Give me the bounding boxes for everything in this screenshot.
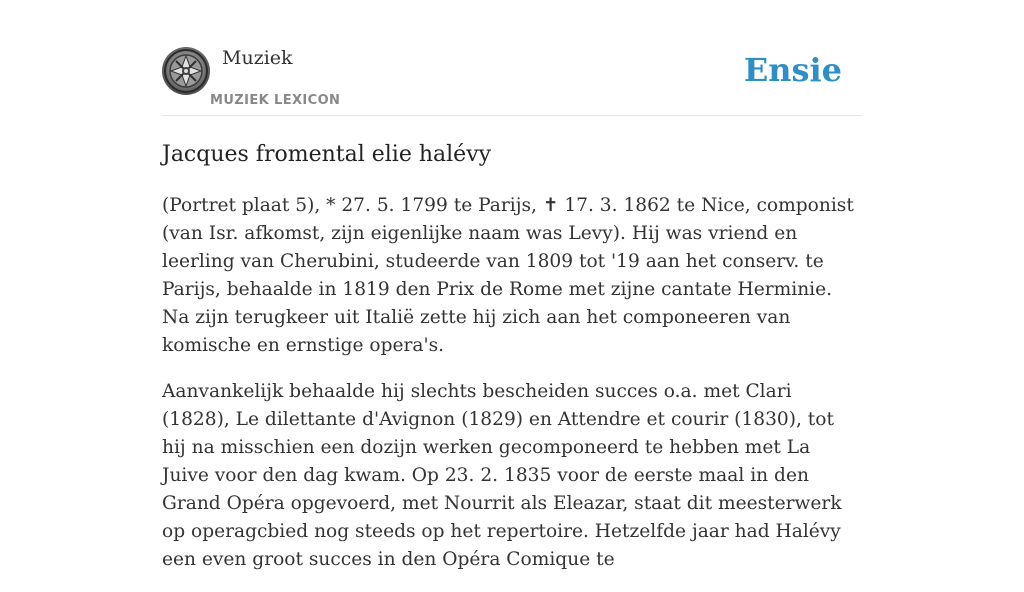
category-link[interactable]: Muziek (222, 47, 293, 69)
header (162, 40, 862, 116)
article-paragraph: (Portret plaat 5), * 27. 5. 1799 te Parijs, ✝ 17. 3. 1862 te Nice, componist (van Isr. afkomst, zijn eigenlijke naam was Levy). Hij was vriend en leerling van Cherubini, studeerde van 1809 tot '19 aan het conserv. te Parijs, behaalde in 1819 den Prix de Rome met zijne cantate Herminie. Na zijn terugkeer uit Italië zette hij zich aan het componeeren van komische en ernstige opera's. (162, 195, 854, 356)
emblem-icon (162, 47, 210, 95)
avatar[interactable] (162, 47, 210, 95)
page-title: Jacques fromental elie halévy (162, 142, 492, 167)
article-paragraph: Aanvankelijk behaalde hij slechts bescheiden succes o.a. met Clari (1828), Le dilettante d'Avignon (1829) en Attendre et courir (1830), tot hij na misschien een dozijn werken gecomponeerd te hebben met La Juive voor den dag kwam. Op 23. 2. 1835 voor de eerste maal in den Grand Opéra opgevoerd, met Nourrit als Eleazar, staat dit meesterwerk op operagcbied nog steeds op het repertoire. Hetzelfde jaar had Halévy een even groot succes in den Opéra Comique te (162, 381, 842, 570)
brand-logo[interactable]: Ensie (743, 51, 842, 89)
lexicon-subtitle[interactable]: MUZIEK LEXICON (210, 93, 341, 108)
article-body (162, 192, 862, 592)
